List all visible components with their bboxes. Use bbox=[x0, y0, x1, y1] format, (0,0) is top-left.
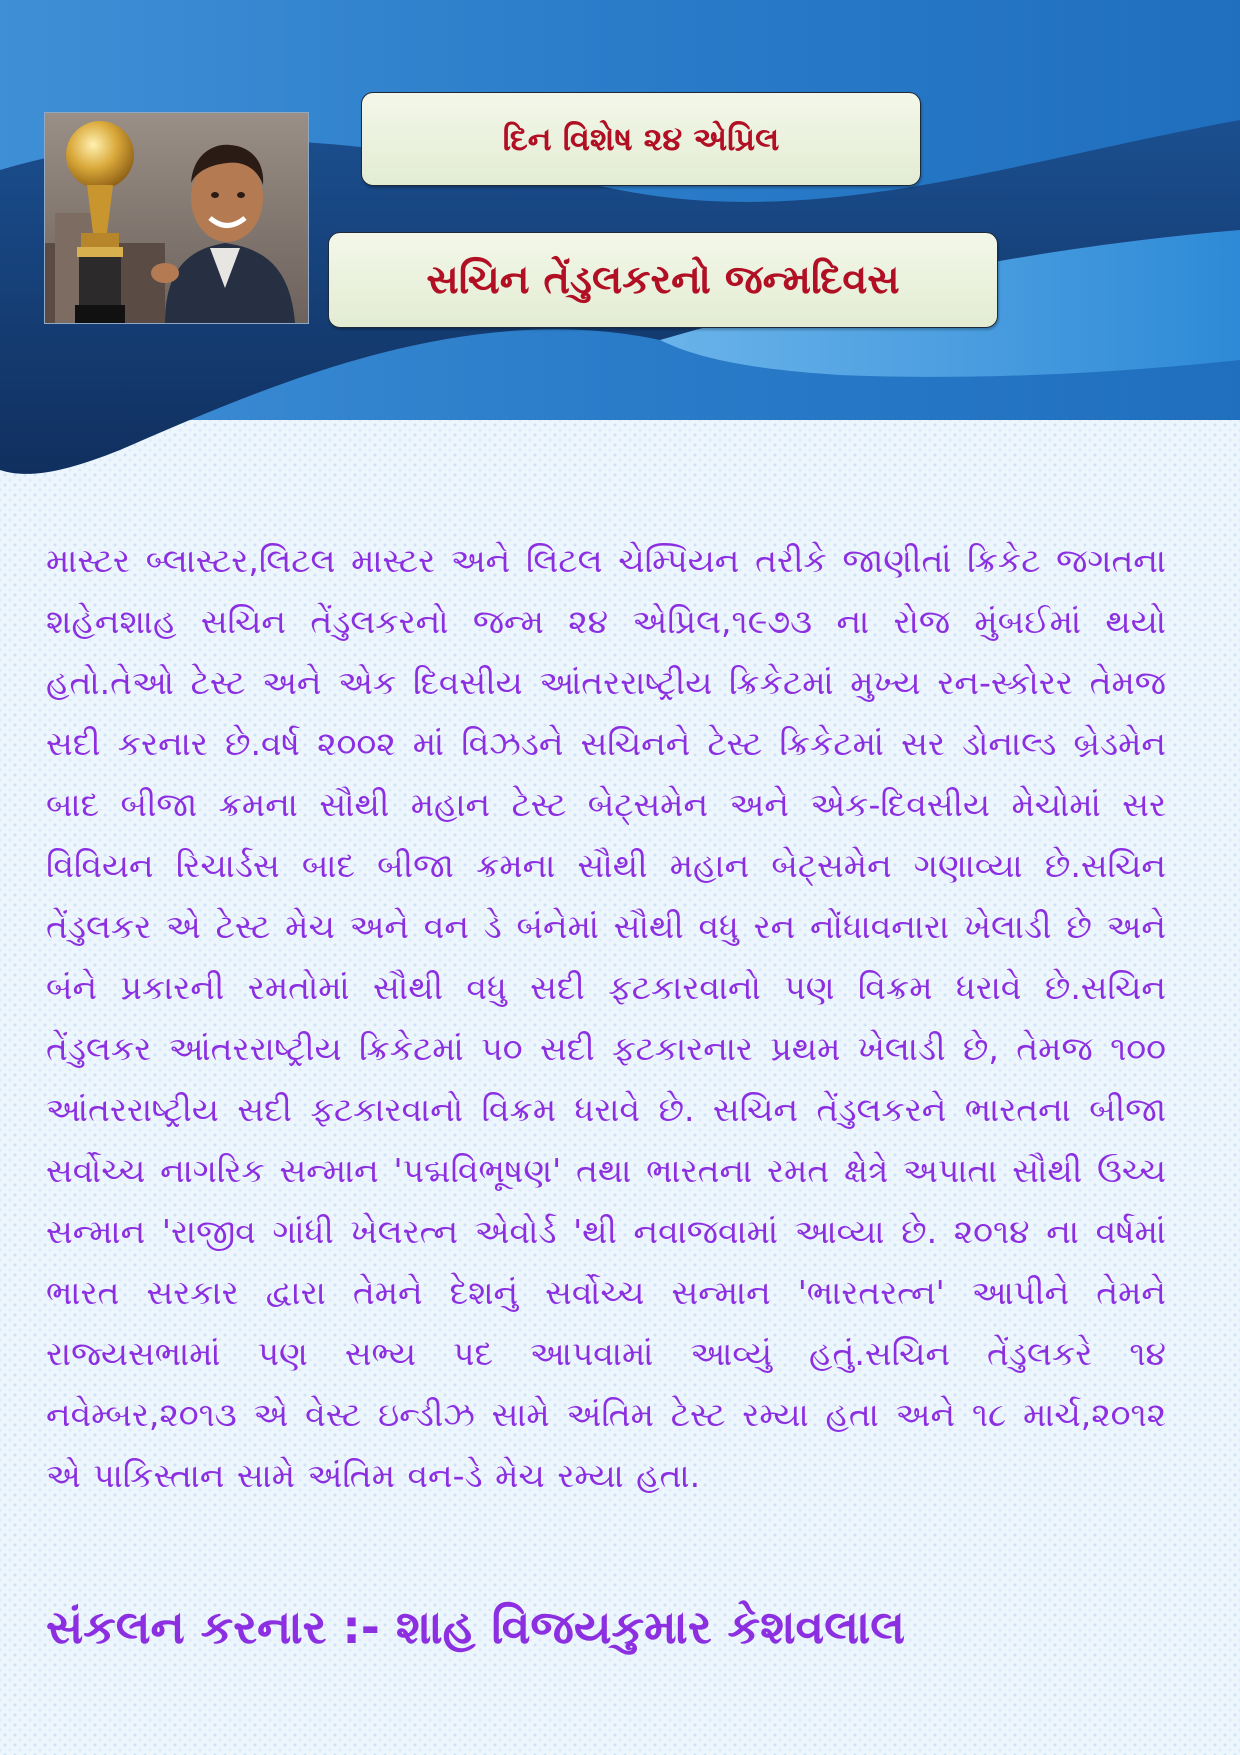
page-title: સચિન તેંડુલકરનો જન્મદિવસ bbox=[426, 257, 900, 303]
sachin-with-trophy-photo bbox=[44, 112, 309, 324]
day-special-banner bbox=[361, 92, 921, 186]
title-banner bbox=[328, 232, 998, 328]
article-body: માસ્ટર બ્લાસ્ટર,લિટલ માસ્ટર અને લિટલ ચેમ્પિયન તરીકે જાણીતાં ક્રિકેટ જગતના શહેનશાહ સચિન તેંડુલકરનો જન્મ ૨૪ એપ્રિલ,૧૯૭૩ ના રોજ મુંબઈમાં થયો હતો.તેઓ ટેસ્ટ અને એક દિવસીય આંતરરાષ્ટ્રીય ક્રિકેટમાં મુખ્ય રન-સ્કોરર તેમજ સદી કરનાર છે.વર્ષ ૨૦૦૨ માં વિઝડને સચિનને ટેસ્ટ ક્રિકેટમાં સર ડોનાલ્ડ બ્રેડમેન બાદ બીજા ક્રમના સૌથી મહાન ટેસ્ટ બેટ્સમેન અને એક-દિવસીય મેચોમાં સર વિવિયન રિચાર્ડસ બાદ બીજા ક્રમના સૌથી મહાન બેટ્સમેન ગણાવ્યા છે.સચિન તેંડુલકર એ ટેસ્ટ મેચ અને વન ડે બંનેમાં સૌથી વધુ રન નોંધાવનારા ખેલાડી છે અને બંને પ્રકારની રમતોમાં સૌથી વધુ સદી ફટકારવાનો પણ વિક્રમ ધરાવે છે.સચિન તેંડુલકર આંતરરાષ્ટ્રીય ક્રિકેટમાં ૫૦ સદી ફટકારનાર પ્રથમ ખેલાડી છે, તેમજ ૧૦૦ આંતરરાષ્ટ્રીય સદી ફટકારવાનો વિક્રમ ધરાવે છે. સચિન તેંડુલકરને ભારતના બીજા સર્વોચ્ચ નાગરિક સન્માન 'પદ્મવિભૂષણ' તથા ભારતના રમત ક્ષેત્રે અપાતા સૌથી ઉચ્ચ સન્માન 'રાજીવ ગાંધી ખેલરત્ન એવોર્ડ 'થી નવાજવામાં આવ્યા છે. ૨૦૧૪ ના વર્ષમાં ભારત સરકાર દ્વારા તેમને દેશનું સર્વોચ્ચ સન્માન 'ભારતરત્ન' આપીને તેમને રાજ્યસભામાં પણ સભ્ય પદ આપવામાં આવ્યું હતું.સચિન તેંડુલકરે ૧૪ નવેમ્બર,૨૦૧૩ એ વેસ્ટ ઇન્ડીઝ સામે અંતિમ ટેસ્ટ રમ્યા હતા અને ૧૮ માર્ચ,૨૦૧૨ એ પાકિસ્તાન સામે અંતિમ વન-ડે મેચ રમ્યા હતા. bbox=[46, 541, 1166, 1495]
day-special-label: દિન વિશેષ ૨૪ એપ્રિલ bbox=[502, 119, 780, 158]
compiler-credit: સંકલન કરનાર :- શાહ વિજયકુમાર કેશવલાલ bbox=[46, 1600, 906, 1654]
